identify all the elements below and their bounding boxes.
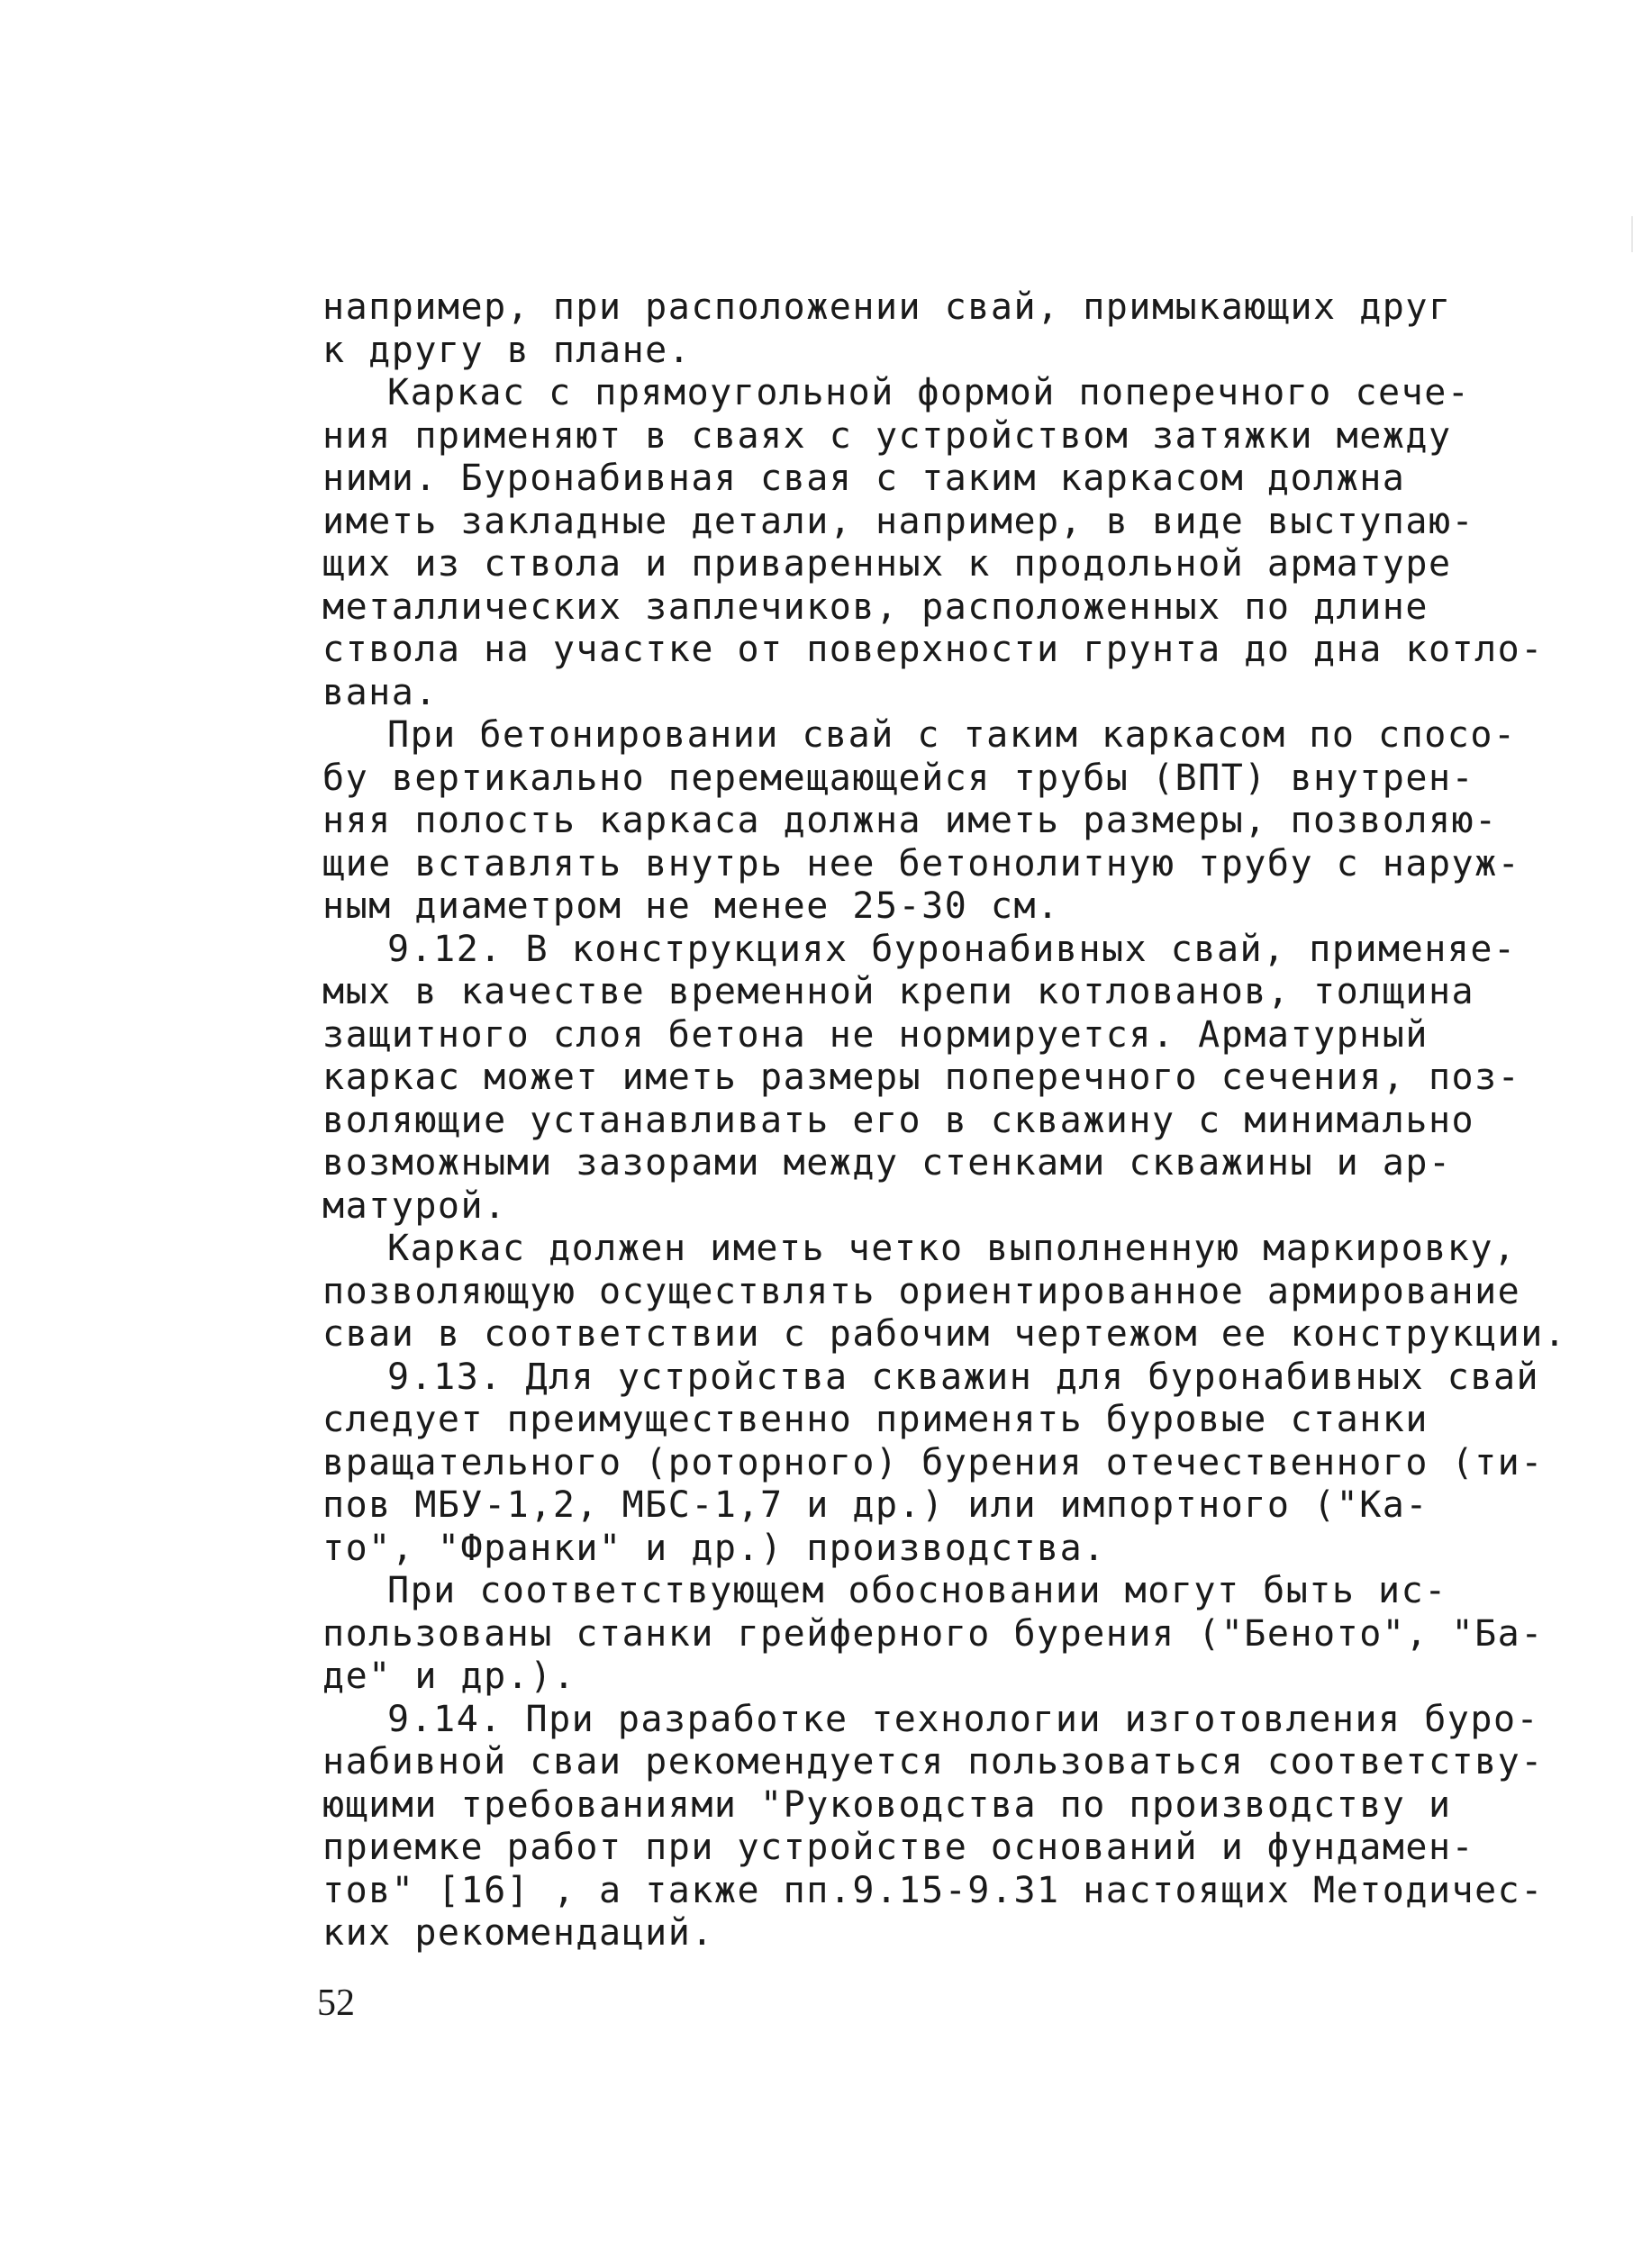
text-line: ющими требованиями "Руководства по производству и bbox=[322, 1783, 1452, 1826]
text-line: ними. Буронабивная свая с таким каркасом должна bbox=[322, 458, 1406, 499]
text-line: бу вертикально перемещающейся трубы (ВПТ) внутрен- bbox=[322, 757, 1475, 799]
text-line: тов" [16] , а также пп.9.15-9.31 настоящих Методичес- bbox=[322, 1869, 1544, 1911]
text-line: каркас может иметь размеры поперечного сечения, поз- bbox=[322, 1057, 1521, 1098]
text-line: матурой. bbox=[322, 1184, 507, 1227]
text-line: 9.12. В конструкциях буронабивных свай, применяе- bbox=[387, 928, 1517, 970]
text-line: ным диаметром не менее 25-30 см. bbox=[322, 885, 1060, 927]
text-line: вращательного (роторного) бурения отечественного (ти- bbox=[322, 1441, 1544, 1483]
text-line: щие вставлять внутрь нее бетонолитную трубу с наруж- bbox=[322, 842, 1521, 885]
text-line: При соответствующем обосновании могут быть ис- bbox=[387, 1570, 1447, 1611]
text-line: При бетонировании свай с таким каркасом по спосо- bbox=[387, 714, 1517, 756]
text-line: 9.13. Для устройства скважин для буронабивных свай bbox=[387, 1356, 1540, 1398]
text-line: щих из ствола и приваренных к продольной арматуре bbox=[322, 543, 1452, 585]
text-line: металлических заплечиков, расположенных по длине bbox=[322, 585, 1429, 628]
text-line: к другу в плане. bbox=[322, 329, 692, 371]
text-line: мых в качестве временной крепи котлованов, толщина bbox=[322, 971, 1475, 1012]
text-line: Каркас должен иметь четко выполненную маркировку, bbox=[387, 1228, 1517, 1269]
text-line: 9.14. При разработке технологии изготовления буро- bbox=[387, 1698, 1540, 1740]
text-line: пов МБУ-1,2, МБС-1,7 и др.) или импортного ("Ка- bbox=[322, 1484, 1429, 1526]
text-line: например, при расположении свай, примыкающих друг bbox=[322, 286, 1452, 328]
text-line: защитного слоя бетона не нормируется. Арматурный bbox=[322, 1013, 1429, 1056]
page-number: 52 bbox=[317, 1982, 355, 2024]
text-line: Каркас с прямоугольной формой поперечного сече- bbox=[387, 372, 1471, 413]
text-line: иметь закладные детали, например, в виде выступаю- bbox=[322, 500, 1475, 542]
text-line: то", "Франки" и др.) производства. bbox=[322, 1527, 1106, 1569]
text-line: ких рекомендаций. bbox=[322, 1912, 714, 1954]
text-line: пользованы станки грейферного бурения ("Беното", "Ба- bbox=[322, 1612, 1544, 1655]
text-line: де" и др.). bbox=[322, 1656, 576, 1697]
text-line: няя полость каркаса должна иметь размеры, позволяю- bbox=[322, 800, 1498, 841]
text-line: позволяющую осуществлять ориентированное армирование bbox=[322, 1270, 1521, 1312]
text-line: сваи в соответствии с рабочим чертежом ее конструкции. bbox=[322, 1313, 1567, 1355]
text-line: вана. bbox=[322, 671, 438, 713]
text-line: ствола на участке от поверхности грунта до дна котло- bbox=[322, 629, 1544, 670]
text-line: ния применяют в сваях с устройством затяжки между bbox=[322, 414, 1452, 457]
text-line: возможными зазорами между стенками скважины и ар- bbox=[322, 1142, 1452, 1184]
text-line: следует преимущественно применять буровые станки bbox=[322, 1399, 1429, 1440]
text-line: воляющие устанавливать его в скважину с минимально bbox=[322, 1099, 1475, 1141]
text-line: приемке работ при устройстве оснований и фундамен- bbox=[322, 1827, 1475, 1868]
body-text bbox=[322, 286, 1567, 1955]
text-line: набивной сваи рекомендуется пользоваться соответству- bbox=[322, 1741, 1544, 1783]
